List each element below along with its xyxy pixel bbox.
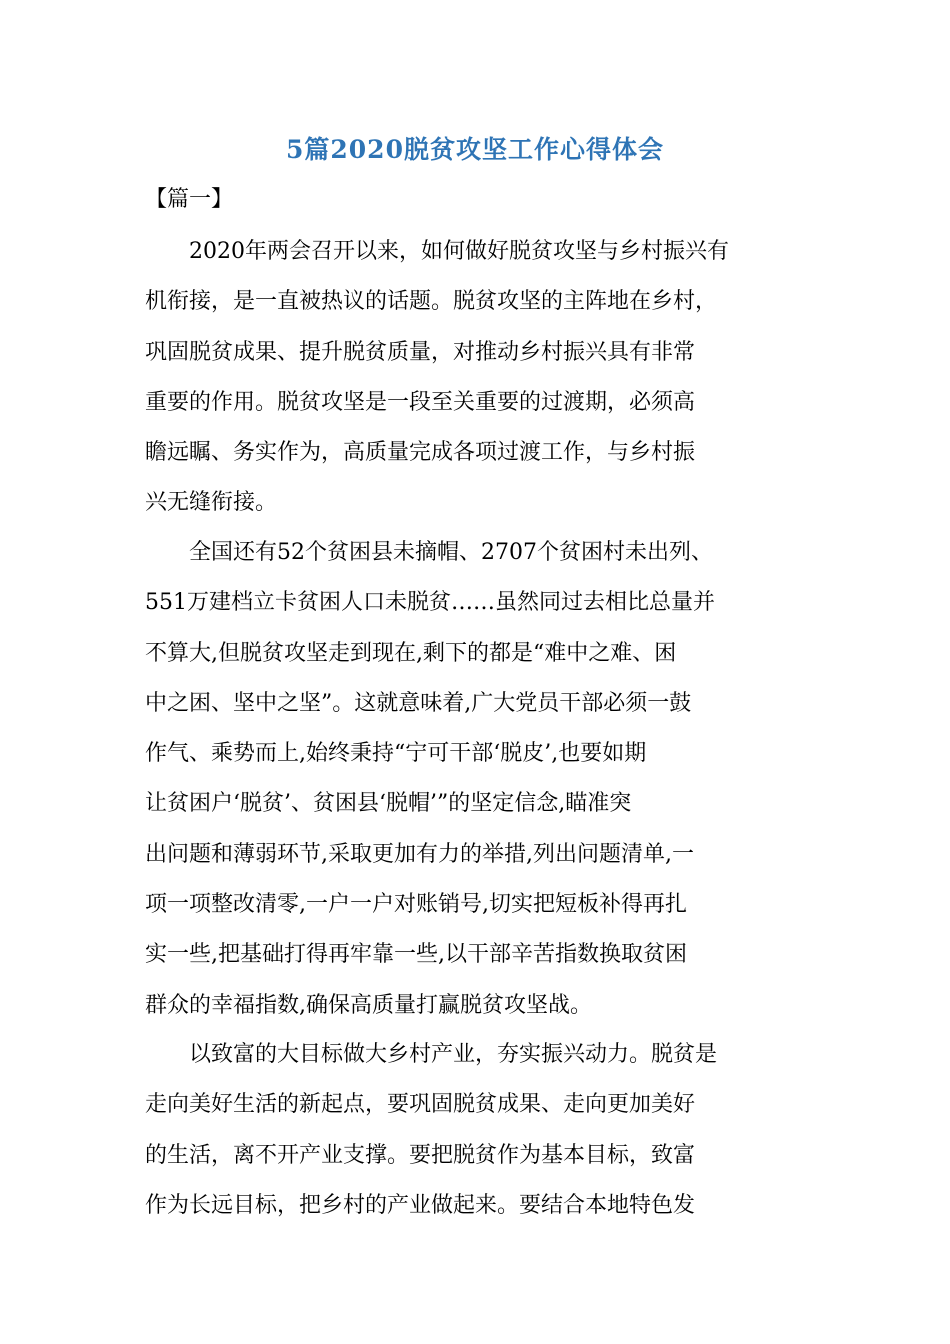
paragraph-line: 551万建档立卡贫困人口未脱贫……虽然同过去相比总量并 [145, 590, 715, 616]
paragraph-line: 以致富的大目标做大乡村产业，夯实振兴动力。脱贫是 [189, 1042, 718, 1067]
paragraph-line: 作为长远目标，把乡村的产业做起来。要结合本地特色发 [145, 1192, 696, 1218]
paragraph-line: 不算大,但脱贫攻坚走到现在,剩下的都是“难中之难、困 [145, 640, 677, 666]
paragraph-line: 机衔接，是一直被热议的话题。脱贫攻坚的主阵地在乡村， [145, 289, 718, 315]
paragraph-line: 重要的作用。脱贫攻坚是一段至关重要的过渡期，必须高 [145, 389, 696, 415]
paragraph-line: 兴无缝衔接。 [145, 490, 278, 516]
section-heading: 【篇一】 [145, 187, 234, 212]
paragraph-line: 中之困、坚中之坚”。这就意味着,广大党员干部必须一鼓 [145, 690, 692, 716]
paragraph-line: 作气、乘势而上,始终秉持“宁可干部‘脱皮’,也要如期 [145, 741, 647, 767]
paragraph-1 [145, 227, 805, 529]
paragraph-line: 巩固脱贫成果、提升脱贫质量，对推动乡村振兴具有非常 [145, 339, 696, 365]
paragraph-line: 2020年两会召开以来，如何做好脱贫攻坚与乡村振兴有 [189, 239, 729, 264]
paragraph-line: 实一些,把基础打得再牢靠一些,以干部辛苦指数换取贫困 [145, 942, 687, 968]
paragraph-2 [145, 528, 805, 1031]
paragraph-line: 的生活，离不开产业支撑。要把脱贫作为基本目标，致富 [145, 1142, 696, 1168]
paragraph-line: 让贫困户‘脱贫’、贫困县‘脱帽’”的坚定信念,瞄准突 [145, 791, 632, 817]
paragraph-line: 全国还有52个贫困县未摘帽、2707个贫困村未出列、 [189, 540, 713, 565]
paragraph-line: 出问题和薄弱环节,采取更加有力的举措,列出问题清单,一 [145, 841, 694, 867]
paragraph-line: 走向美好生活的新起点，要巩固脱贫成果、走向更加美好 [145, 1092, 696, 1118]
paragraph-line: 项一项整改清零,一户一户对账销号,切实把短板补得再扎 [145, 892, 687, 918]
document-title: 5篇2020脱贫攻坚工作心得体会 [286, 135, 664, 164]
paragraph-line: 瞻远瞩、务实作为，高质量完成各项过渡工作，与乡村振 [145, 440, 696, 466]
paragraph-line: 群众的幸福指数,确保高质量打赢脱贫攻坚战。 [145, 992, 592, 1018]
paragraph-3 [145, 1030, 805, 1231]
